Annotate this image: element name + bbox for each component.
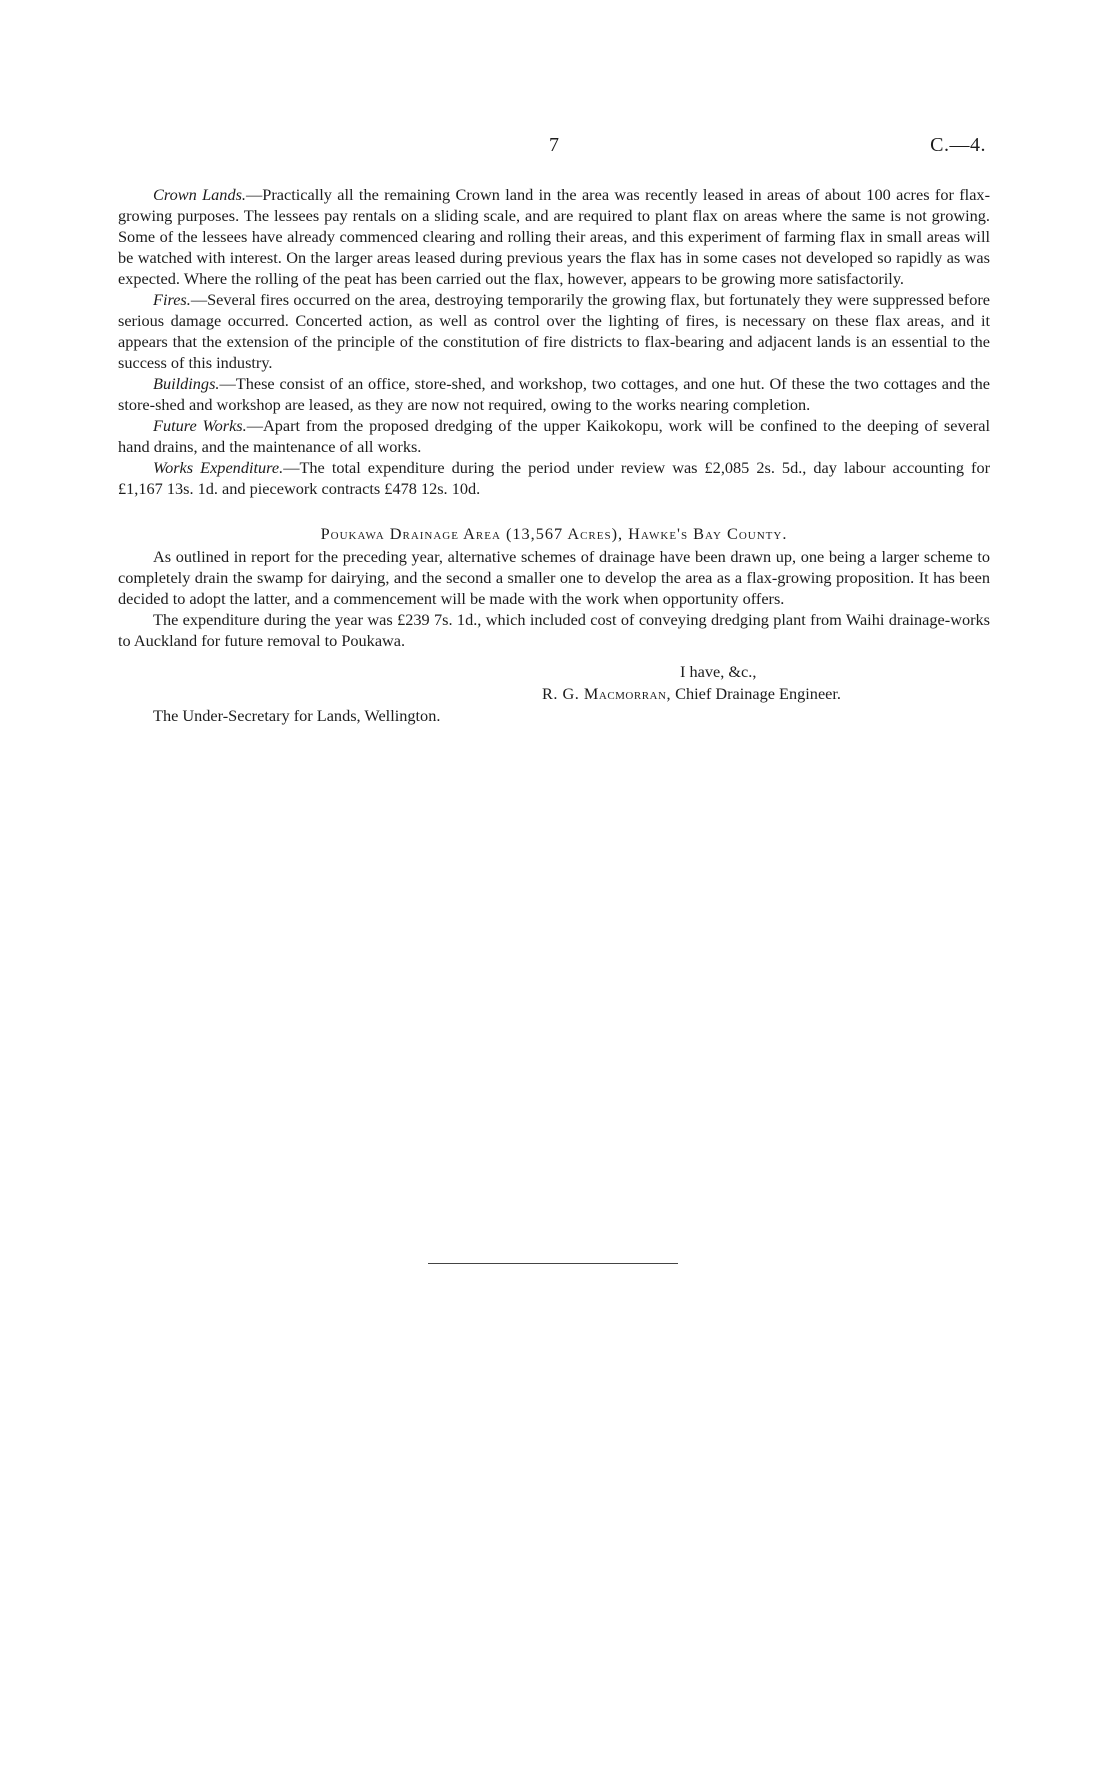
page-header xyxy=(118,134,990,162)
paragraph-lead: Buildings. xyxy=(153,374,220,393)
paragraph-lead: Crown Lands. xyxy=(153,185,246,204)
paragraph-fires xyxy=(118,289,990,373)
signatory-name: R. G. Macmorran, xyxy=(542,684,672,703)
paragraph-text: —Several fires occurred on the area, destroying temporarily the growing flax, but fortunately they were suppressed before serious damage occurred. Concerted action, as well as control over the lighting of fires, is necessary on these flax areas, and it appears that the extension of the principle of the constitution of fire districts to flax-bearing and adjacent lands is an essential to the success of this industry. xyxy=(118,290,990,372)
document-reference: C.—4. xyxy=(930,134,986,156)
paragraph-lead: Fires. xyxy=(153,290,191,309)
paragraph-future-works xyxy=(118,415,990,457)
paragraph-crown-lands xyxy=(118,184,990,289)
paragraph-text: —The total expenditure during the period under review was £2,085 2s. 5d., day labour accounting for £1,167 13s. 1d. and piecework contracts £478 12s. 10d. xyxy=(118,458,991,498)
paragraph-poukawa-schemes: As outlined in report for the preceding year, alternative schemes of drainage have been drawn up, one being a larger scheme to completely drain the swamp for dairying, and the second a smaller one to develop the area as a flax-growing proposition. It has been decided to adopt the latter, and a commencement will be made with the work when opportunity offers. xyxy=(118,547,990,608)
paragraph-buildings xyxy=(118,373,990,415)
signature-line xyxy=(542,683,841,704)
paragraph-text: —Apart from the proposed dredging of the upper Kaikokopu, work will be confined to the deeping of several hand drains, and the maintenance of all works. xyxy=(118,416,990,456)
paragraph-text: —Practically all the remaining Crown land in the area was recently leased in areas of about 100 acres for flax-growing purposes. The lessees pay rentals on a sliding scale, and are required to plant flax on areas where the same is not growing. Some of the lessees have already commenced clearing and rolling their areas, and this experiment of farming flax in small areas will be watched with interest. On the larger areas leased during previous years the flax has in some cases not developed so rapidly as was expected. Where the rolling of the peat has been carried out the flax, however, appears to be growing more satisfactorily. xyxy=(118,185,990,288)
closing-greeting: I have, &c., xyxy=(680,662,757,681)
addressee: The Under-Secretary for Lands, Wellington. xyxy=(153,706,441,725)
end-rule xyxy=(428,1263,678,1264)
signatory-title: Chief Drainage Engineer. xyxy=(671,684,841,703)
paragraph-lead: Works Expenditure. xyxy=(153,458,284,477)
paragraph-works-expenditure xyxy=(118,457,990,499)
paragraph-poukawa-expenditure: The expenditure during the year was £239 7s. 1d., which included cost of conveying dredging plant from Waihi drainage-works to Auckland for future removal to Poukawa. xyxy=(118,610,990,650)
paragraph-text: —These consist of an office, store-shed, and workshop, two cottages, and one hut. Of these the two cottages and the store-shed and workshop are leased, as they are now not required, owing to the works nearing completion. xyxy=(118,374,990,414)
page-number: 7 xyxy=(549,134,559,156)
document-body xyxy=(118,184,990,727)
letter-signoff xyxy=(118,661,990,727)
paragraph-lead: Future Works. xyxy=(153,416,247,435)
section-heading: Poukawa Drainage Area (13,567 Acres), Hawke's Bay County. xyxy=(320,524,788,543)
